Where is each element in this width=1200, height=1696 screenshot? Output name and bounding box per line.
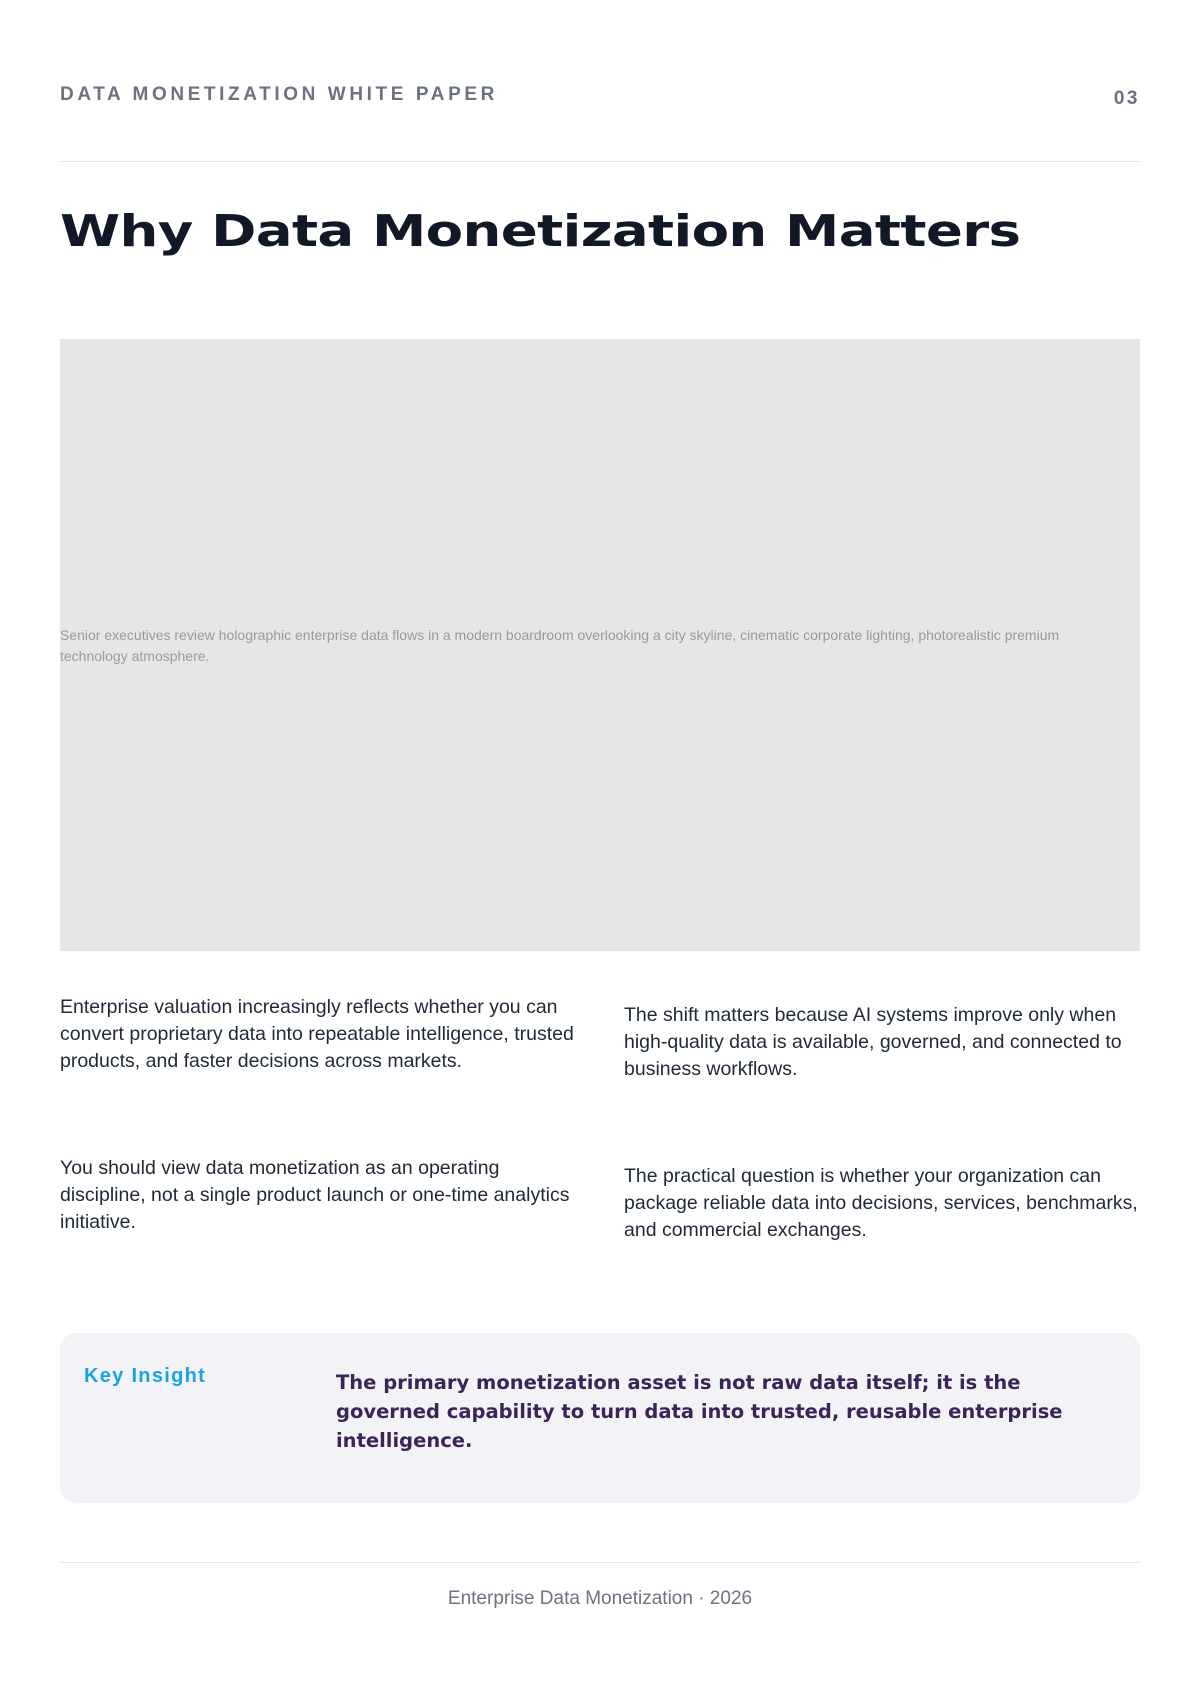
hero-image-caption: Senior executives review holographic enterprise data flows in a modern boardroom overlooking a city skyline, cinematic corporate lighting, photorealistic premium technology atmosphere.: [60, 627, 1060, 664]
key-insight-text: The primary monetization asset is not raw data itself; it is the governed capability to turn data into trusted, reusable enterprise intelligence.: [336, 1371, 1063, 1452]
body-paragraph-4: The practical question is whether your organization can package reliable data into decisions, services, benchmarks, and commercial exchanges.: [624, 1165, 1138, 1241]
key-insight-label: Key Insight: [84, 1365, 207, 1387]
white-paper-page: [60, 0, 1140, 1696]
body-paragraph-3: You should view data monetization as an operating discipline, not a single product launch or one-time analytics initiative.: [60, 1157, 570, 1233]
page-header: [60, 84, 1140, 116]
hero-image: [60, 339, 1140, 951]
body-paragraph-2: The shift matters because AI systems improve only when high-quality data is available, governed, and connected to business workflows.: [624, 1004, 1122, 1080]
footer-divider: [60, 1562, 1140, 1563]
header-divider: [60, 161, 1140, 162]
page-title: Why Data Monetization Matters: [60, 206, 1021, 257]
body-paragraph-1: Enterprise valuation increasingly reflects whether you can convert proprietary data into repeatable intelligence, trusted products, and faster decisions across markets.: [60, 996, 574, 1072]
document-title: DATA MONETIZATION WHITE PAPER: [60, 84, 498, 105]
key-insight-callout: [60, 1333, 1140, 1503]
page-number: 03: [1113, 88, 1140, 109]
page-footer: Enterprise Data Monetization · 2026: [447, 1588, 753, 1609]
